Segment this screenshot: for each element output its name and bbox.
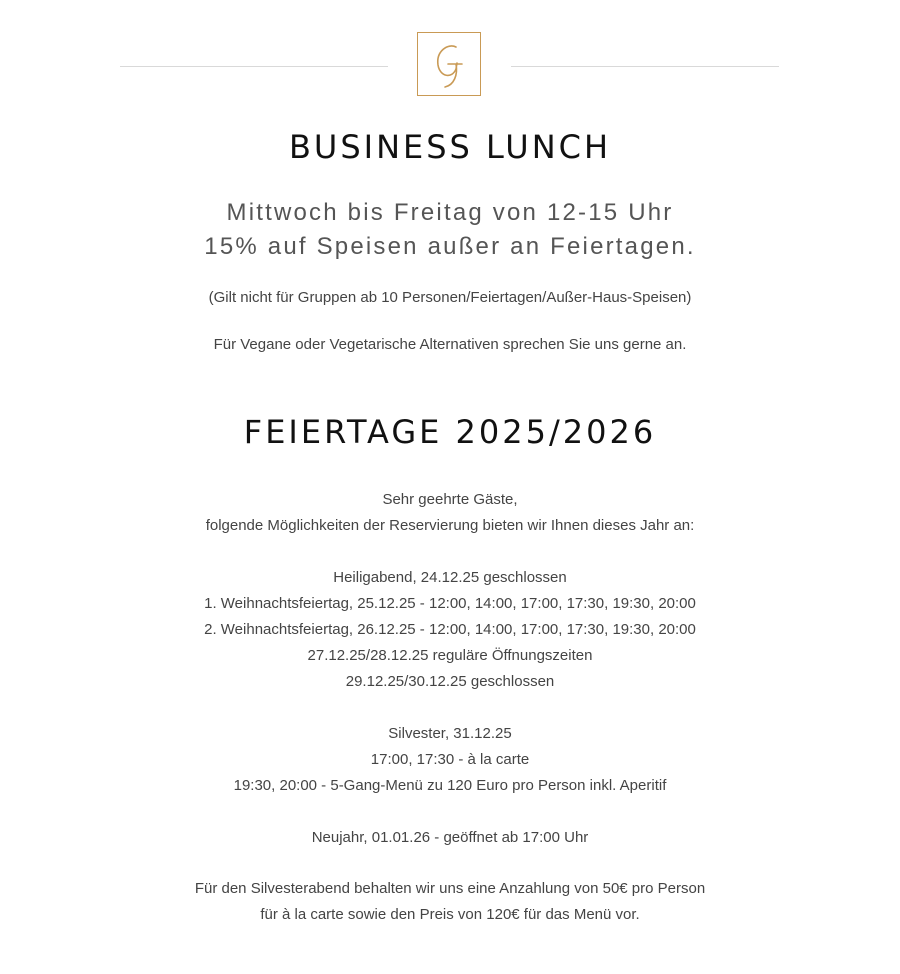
vegan-note: Für Vegane oder Vegetarische Alternativen sprechen Sie uns gerne an. (213, 336, 687, 353)
business-lunch-title: BUSINESS LUNCH (288, 128, 612, 166)
business-lunch-section (0, 128, 900, 166)
schedule-line: 17:00, 17:30 - à la carte (370, 751, 530, 768)
schedule-line: 1. Weihnachtsfeiertag, 25.12.25 - 12:00, 14:00, 17:00, 17:30, 19:30, 20:00 (204, 595, 696, 612)
schedule-line: 19:30, 20:00 - 5-Gang-Menü zu 120 Euro pro Person inkl. Aperitif (233, 777, 667, 794)
schedule-line: Silvester, 31.12.25 (388, 725, 512, 742)
monogram-logo-svg (418, 33, 479, 94)
greeting-line-1: Sehr geehrte Gäste, (382, 491, 518, 508)
business-lunch-days: Mittwoch bis Freitag von 12-15 Uhr (226, 199, 674, 226)
holidays-section (0, 413, 900, 451)
holidays-title: FEIERTAGE 2025/2026 (243, 413, 657, 451)
header-divider-left (120, 66, 388, 67)
greeting-line-2: folgende Möglichkeiten der Reservierung bieten wir Ihnen dieses Jahr an: (205, 517, 695, 534)
monogram-stroke (438, 46, 462, 87)
newyear-schedule: Neujahr, 01.01.26 - geöffnet ab 17:00 Uhr (311, 829, 589, 846)
schedule-line: Heiligabend, 24.12.25 geschlossen (333, 569, 567, 586)
holidays-greeting (0, 487, 900, 539)
christmas-schedule (0, 565, 900, 695)
deposit-note (0, 876, 900, 928)
business-lunch-note: (Gilt nicht für Gruppen ab 10 Personen/Feiertagen/Außer-Haus-Speisen) (208, 289, 692, 306)
monogram-logo-icon (417, 32, 481, 96)
deposit-line-1: Für den Silvesterabend behalten wir uns eine Anzahlung von 50€ pro Person (194, 880, 706, 897)
header-divider-right (511, 66, 779, 67)
schedule-line: 29.12.25/30.12.25 geschlossen (345, 673, 555, 690)
deposit-line-2: für à la carte sowie den Preis von 120€ für das Menü vor. (260, 906, 640, 923)
schedule-line: 2. Weihnachtsfeiertag, 26.12.25 - 12:00, 14:00, 17:00, 17:30, 19:30, 20:00 (204, 621, 696, 638)
business-lunch-discount: 15% auf Speisen außer an Feiertagen. (204, 233, 696, 260)
schedule-line: 27.12.25/28.12.25 reguläre Öffnungszeiten (307, 647, 593, 664)
newyears-eve-schedule (0, 721, 900, 799)
business-lunch-offer (0, 196, 900, 264)
